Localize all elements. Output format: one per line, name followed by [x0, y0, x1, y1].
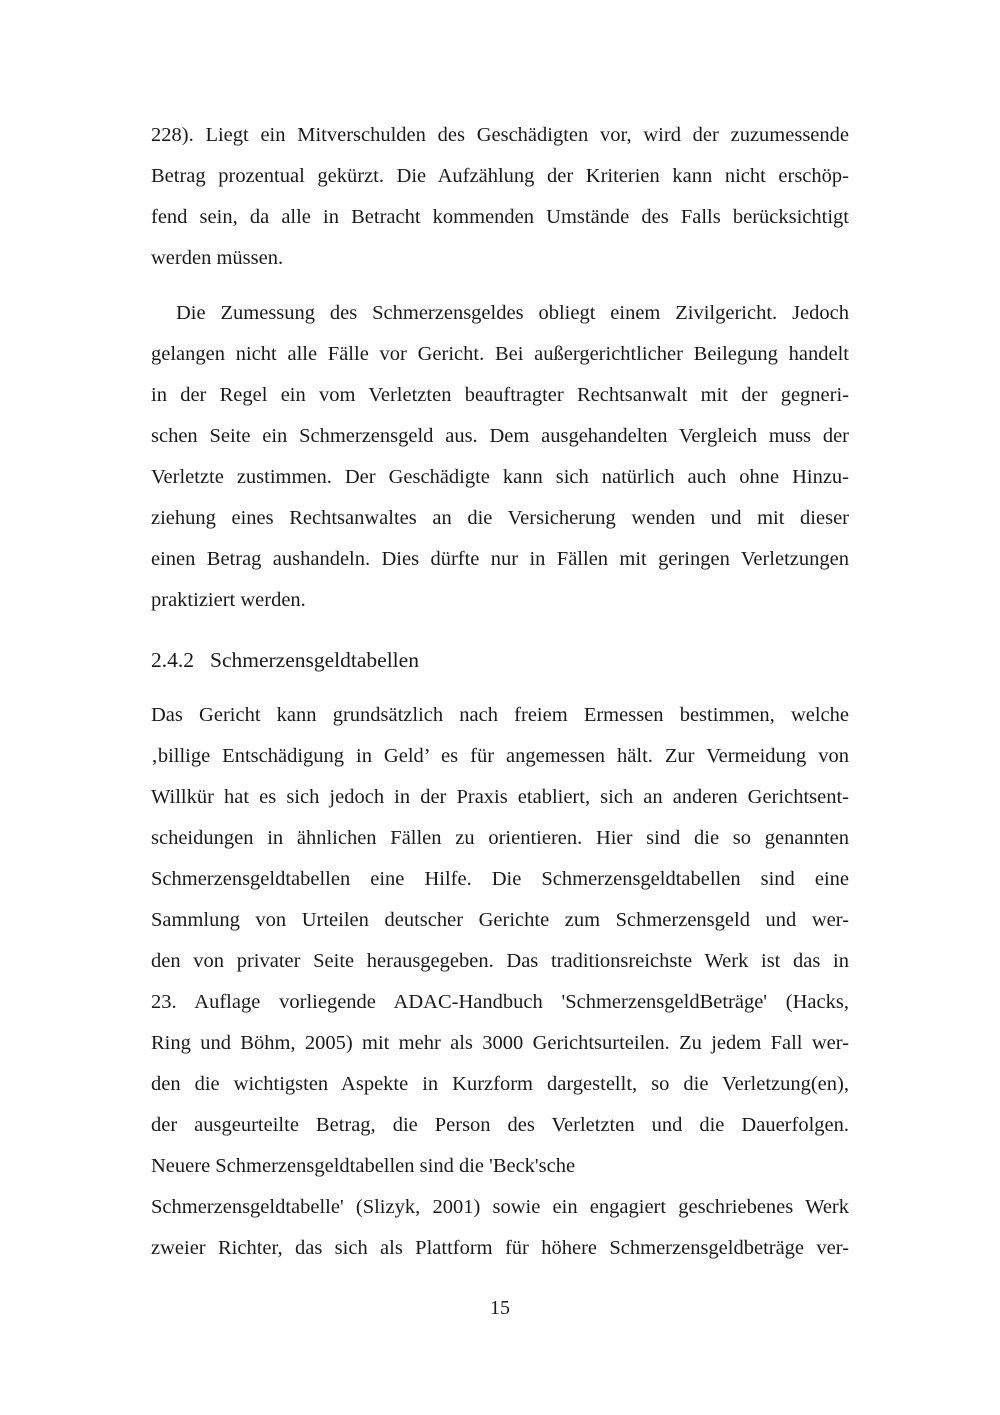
paragraph-1-line-2: Betrag prozentual gekürzt. Die Aufzählung der Kriterien kann nicht erschöp-	[151, 165, 849, 187]
paragraph-3-line-2: ‚billige Entschädigung in Geld’ es für angemessen hält. Zur Vermeidung von	[151, 745, 849, 767]
paragraph-2-line-3: in der Regel ein vom Verletzten beauftragter Rechtsanwalt mit der gegneri-	[151, 384, 849, 406]
paragraph-3-line-10: den die wichtigsten Aspekte in Kurzform dargestellt, so die Verletzung(en),	[151, 1073, 849, 1095]
paragraph-3-line-14: zweier Richter, das sich als Plattform für höhere Schmerzensgeldbeträge ver-	[151, 1237, 849, 1259]
paragraph-1-line-4: werden müssen.	[151, 247, 284, 269]
paragraph-3-line-11: der ausgeurteilte Betrag, die Person des Verletzten und die Dauerfolgen.	[151, 1114, 849, 1136]
paragraph-3-line-3: Willkür hat es sich jedoch in der Praxis etabliert, sich an anderen Gerichtsent-	[151, 786, 849, 808]
paragraph-2-line-2: gelangen nicht alle Fälle vor Gericht. Bei außergerichtlicher Beilegung handelt	[151, 343, 849, 365]
section-number: 2.4.2	[151, 648, 194, 672]
paragraph-1-line-1: 228). Liegt ein Mitverschulden des Geschädigten vor, wird der zuzumessende	[151, 124, 849, 146]
paragraph-3-line-9: Ring und Böhm, 2005) mit mehr als 3000 Gerichtsurteilen. Zu jedem Fall wer-	[151, 1032, 849, 1054]
paragraph-3-line-1: Das Gericht kann grundsätzlich nach freiem Ermessen bestimmen, welche	[151, 704, 849, 726]
paragraph-2-line-4: schen Seite ein Schmerzensgeld aus. Dem ausgehandelten Vergleich muss der	[151, 425, 849, 447]
paragraph-3-line-8: 23. Auflage vorliegende ADAC-Handbuch 'SchmerzensgeldBeträge' (Hacks,	[151, 991, 849, 1013]
paragraph-3-line-13: Schmerzensgeldtabelle' (Slizyk, 2001) sowie ein engagiert geschriebenes Werk	[151, 1196, 849, 1218]
page-number: 15	[490, 1297, 510, 1319]
section-heading	[151, 650, 419, 672]
paragraph-2-line-6: ziehung eines Rechtsanwaltes an die Versicherung wenden und mit dieser	[151, 507, 849, 529]
paragraph-3-line-7: den von privater Seite herausgegeben. Das traditionsreichste Werk ist das in	[151, 950, 849, 972]
paragraph-1-line-3: fend sein, da alle in Betracht kommenden Umstände des Falls berücksichtigt	[151, 206, 849, 228]
section-title: Schmerzensgeldtabellen	[210, 648, 419, 672]
paragraph-3-line-12: Neuere Schmerzensgeldtabellen sind die 'Beck'sche	[151, 1155, 576, 1177]
paragraph-3-line-5: Schmerzensgeldtabellen eine Hilfe. Die Schmerzensgeldtabellen sind eine	[151, 868, 849, 890]
paragraph-2-line-1: Die Zumessung des Schmerzensgeldes obliegt einem Zivilgericht. Jedoch	[176, 302, 849, 324]
paragraph-2-line-8: praktiziert werden.	[151, 589, 306, 611]
paragraph-3-line-4: scheidungen in ähnlichen Fällen zu orientieren. Hier sind die so genannten	[151, 827, 849, 849]
paragraph-2-line-7: einen Betrag aushandeln. Dies dürfte nur in Fällen mit geringen Verletzungen	[151, 548, 849, 570]
paragraph-2-line-5: Verletzte zustimmen. Der Geschädigte kann sich natürlich auch ohne Hinzu-	[151, 466, 849, 488]
paragraph-3-line-6: Sammlung von Urteilen deutscher Gerichte zum Schmerzensgeld und wer-	[151, 909, 849, 931]
